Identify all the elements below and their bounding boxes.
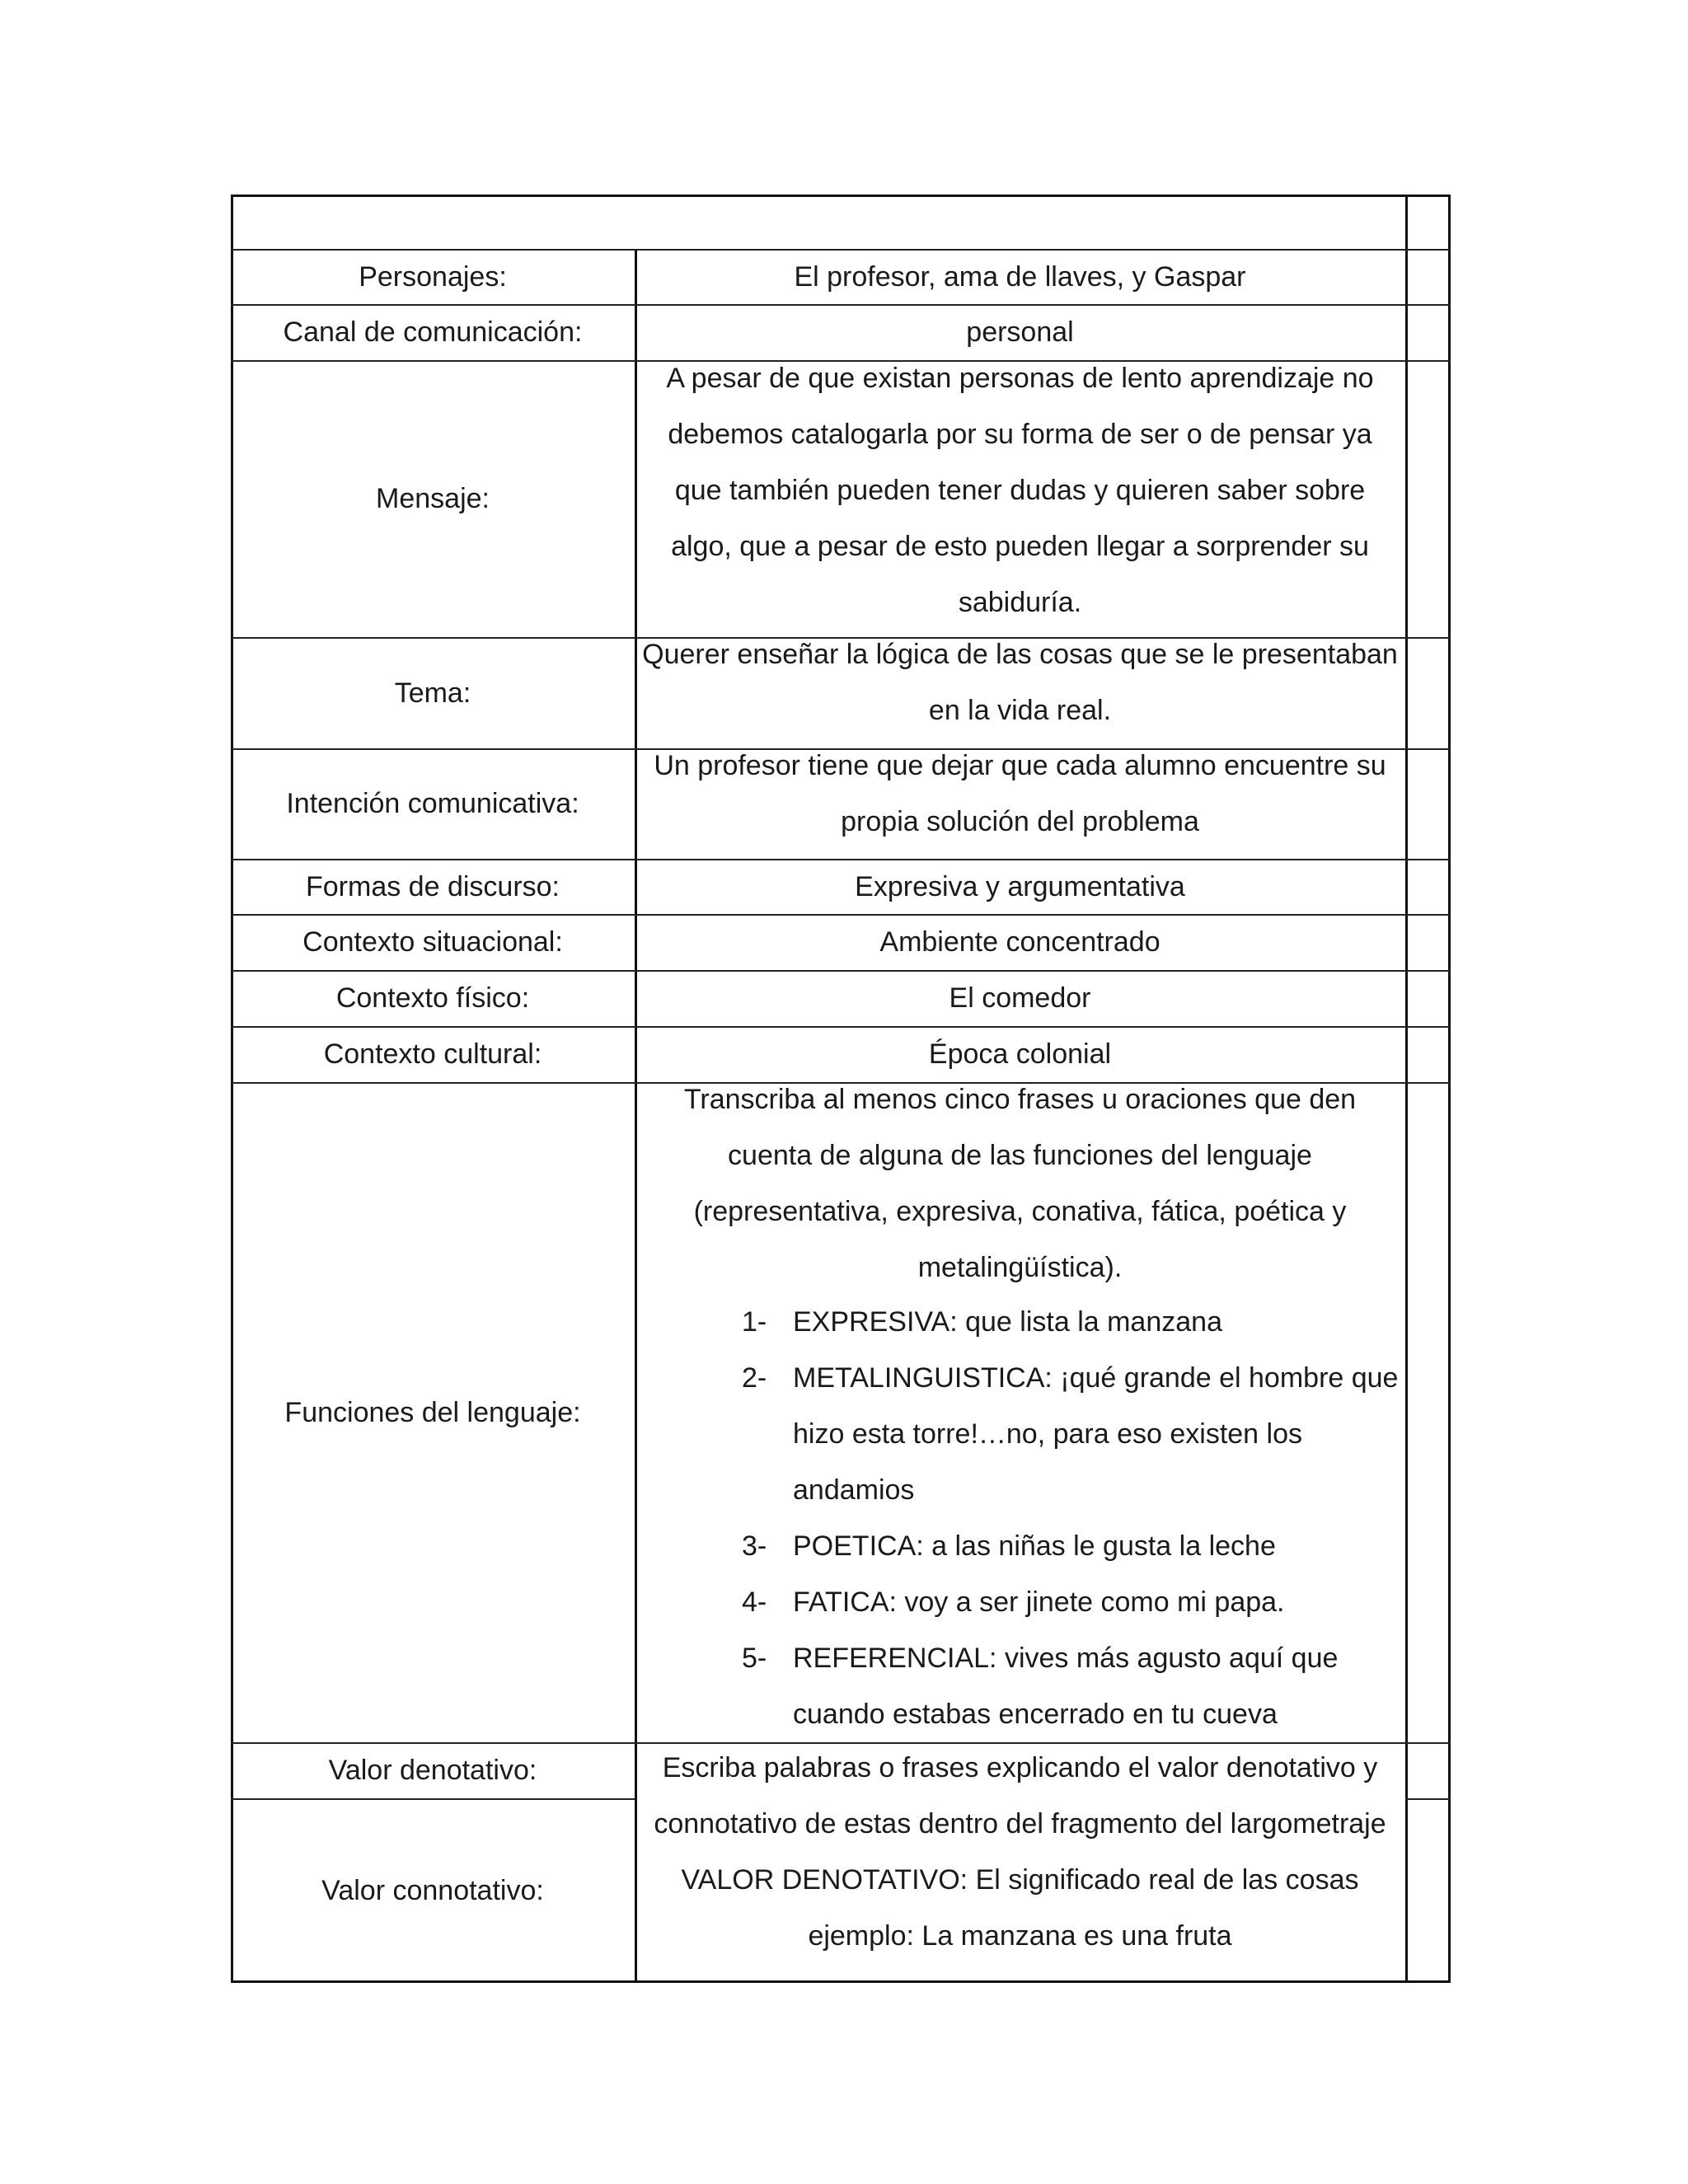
label-contexto-fisico: Contexto físico: [335, 982, 530, 1014]
list-number: 5- [742, 1643, 767, 1674]
text-line: Querer enseñar la lógica de las cosas que se le presentaban [642, 639, 1398, 670]
value-contexto-situacional: Ambiente concentrado [879, 926, 1160, 958]
text-line: (representativa, expresiva, conativa, fática, poética y [693, 1196, 1347, 1227]
text-line: VALOR DENOTATIVO: El significado real de las cosas [681, 1864, 1359, 1896]
funciones-list [742, 1294, 1418, 1742]
text-line: A pesar de que existan personas de lento aprendizaje no [666, 363, 1374, 394]
row-divider [1405, 1798, 1451, 1800]
text-line: debemos catalogarla por su forma de ser o de pensar ya [668, 419, 1372, 450]
label-valor-denotativo: Valor denotativo: [328, 1755, 537, 1786]
list-text: EXPRESIVA: que lista la manzana [793, 1306, 1222, 1338]
value-contexto-cultural: Época colonial [928, 1038, 1112, 1070]
list-text: REFERENCIAL: vives más agusto aquí que cuando estabas encerrado en tu cueva [793, 1643, 1339, 1730]
value-funciones-intro [635, 1071, 1405, 1296]
text-line: propia solución del problema [841, 806, 1199, 837]
label-contexto-cultural: Contexto cultural: [323, 1038, 542, 1070]
label-formas: Formas de discurso: [306, 870, 560, 902]
list-item [742, 1294, 1418, 1350]
text-line: que también pueden tener dudas y quieren saber sobre [674, 475, 1366, 506]
text-line: Transcriba al menos cinco frases u oraciones que den [683, 1084, 1357, 1115]
list-item [742, 1518, 1418, 1574]
text-line: Escriba palabras o frases explicando el valor denotativo y [662, 1752, 1378, 1783]
text-line: ejemplo: La manzana es una fruta [808, 1920, 1232, 1952]
value-mensaje [635, 350, 1405, 630]
label-mensaje: Mensaje: [376, 483, 490, 514]
value-contexto-fisico: El comedor [949, 982, 1091, 1014]
text-line: Un profesor tiene que dejar que cada alumno encuentre su [654, 750, 1386, 781]
list-item [742, 1350, 1418, 1518]
label-intencion: Intención comunicativa: [286, 788, 579, 819]
value-canal: personal [966, 316, 1074, 348]
list-text: POETICA: a las niñas le gusta la leche [793, 1530, 1276, 1562]
list-item [742, 1630, 1418, 1742]
value-valores [635, 1740, 1405, 1964]
list-item [742, 1574, 1418, 1630]
label-tema: Tema: [394, 677, 471, 709]
list-number: 3- [742, 1530, 767, 1562]
text-line: metalingüística). [917, 1252, 1123, 1283]
list-text: FATICA: voy a ser jinete como mi papa. [793, 1586, 1285, 1618]
value-personajes: El profesor, ama de llaves, y Gaspar [794, 260, 1246, 293]
label-contexto-situacional: Contexto situacional: [302, 926, 563, 958]
label-personajes: Personajes: [359, 260, 507, 293]
text-line: en la vida real. [928, 695, 1112, 726]
text-line: cuenta de alguna de las funciones del lenguaje [728, 1140, 1312, 1171]
list-number: 2- [742, 1362, 767, 1394]
label-canal: Canal de comunicación: [283, 316, 583, 348]
list-number: 4- [742, 1586, 767, 1618]
value-intencion [635, 738, 1405, 850]
label-funciones: Funciones del lenguaje: [284, 1396, 581, 1428]
list-text: METALINGUISTICA: ¡qué grande el hombre que hizo esta torre!…no, para eso existen los andamios [793, 1362, 1399, 1506]
text-line: algo, que a pesar de esto pueden llegar a sorprender su [671, 531, 1369, 562]
text-line: connotativo de estas dentro del fragmento del largometraje [654, 1808, 1386, 1840]
value-tema [635, 626, 1405, 738]
text-line: sabiduría. [958, 587, 1082, 618]
value-formas: Expresiva y argumentativa [855, 870, 1185, 902]
label-valor-connotativo: Valor connotativo: [321, 1875, 544, 1906]
list-number: 1- [742, 1306, 767, 1338]
